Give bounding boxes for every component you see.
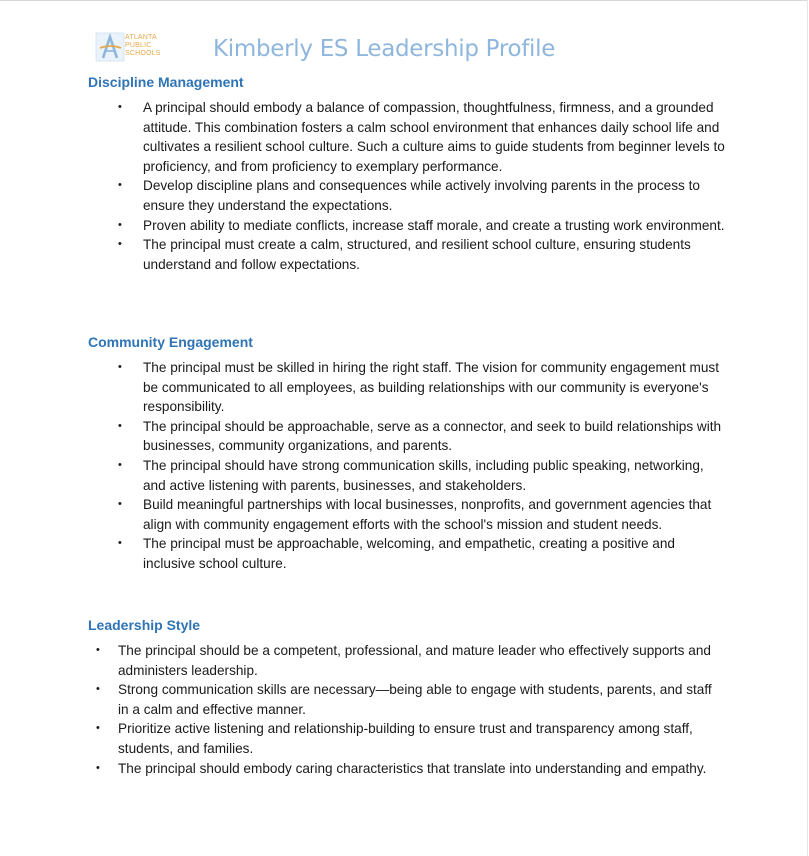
bullet-icon: • — [118, 498, 122, 511]
logo-line-1: ATLANTA — [125, 34, 157, 41]
community-engagement-list — [118, 358, 728, 574]
list-item-text: The principal must be approachable, welcoming, and empathetic, creating a positive and inclusive school culture. — [143, 536, 675, 571]
section-heading-leadership-style: Leadership Style — [88, 617, 201, 633]
list-item-text: Build meaningful partnerships with local businesses, nonprofits, and government agencies that align with community engagement efforts with the school's mission and student needs. — [143, 497, 712, 532]
logo-wordmark — [125, 34, 161, 58]
section-heading-discipline-management: Discipline Management — [88, 74, 244, 90]
list-item — [118, 176, 728, 215]
list-item-text: The principal must create a calm, structured, and resilient school culture, ensuring students understand and follow expectations. — [143, 237, 691, 272]
list-item — [118, 417, 728, 456]
bullet-icon: • — [118, 238, 122, 251]
list-item-text: Strong communication skills are necessary—being able to engage with students, parents, and staff in a calm and effective manner. — [118, 682, 712, 717]
section-heading-community-engagement: Community Engagement — [88, 334, 253, 350]
bullet-icon: • — [96, 683, 100, 696]
list-item — [118, 534, 728, 573]
list-item-text: Proven ability to mediate conflicts, increase staff morale, and create a trusting work environment. — [143, 217, 725, 233]
bullet-icon: • — [118, 101, 122, 113]
list-item-text: A principal should embody a balance of compassion, thoughtfulness, firmness, and a grounded attitude. This combination fosters a calm school environment that enhances daily school life and cultivates a resilient school culture. Such a culture aims to guide students from beginner levels to proficiency, and from proficiency to exemplary performance. — [143, 100, 725, 174]
list-item-text: Develop discipline plans and consequences while actively involving parents in the process to ensure they understand the expectations. — [143, 178, 700, 213]
document-header — [0, 0, 809, 70]
list-item-text: Prioritize active listening and relationship-building to ensure trust and transparency among staff, students, and families. — [118, 721, 693, 756]
bullet-icon: • — [118, 537, 122, 550]
bullet-icon: • — [118, 419, 122, 432]
list-item — [118, 456, 728, 495]
list-item — [96, 759, 723, 779]
list-item — [118, 495, 728, 534]
list-item — [96, 641, 723, 680]
list-item-text: The principal should be a competent, professional, and mature leader who effectively supports and administers leadership. — [118, 643, 711, 678]
list-item — [118, 98, 728, 176]
list-item — [96, 680, 723, 719]
bullet-icon: • — [118, 218, 122, 231]
bullet-icon: • — [118, 458, 122, 471]
page-right-edge — [807, 0, 808, 856]
discipline-management-list — [118, 98, 728, 274]
list-item — [96, 719, 723, 758]
logo-line-3: SCHOOLS — [125, 50, 161, 57]
leadership-style-list — [96, 641, 723, 778]
list-item — [118, 235, 728, 274]
bullet-icon: • — [96, 761, 100, 774]
bullet-icon: • — [118, 179, 122, 192]
list-item — [118, 358, 728, 417]
logo-a-icon — [95, 32, 125, 62]
atlanta-public-schools-logo-icon — [95, 32, 167, 64]
page-title: Kimberly ES Leadership Profile — [213, 36, 556, 62]
list-item-text: The principal must be skilled in hiring the right staff. The vision for community engagement must be communicated to all employees, as building relationships with our community is everyone's responsibility. — [143, 360, 719, 415]
list-item-text: The principal should be approachable, serve as a connector, and seek to build relationships with businesses, community organizations, and parents. — [143, 418, 722, 454]
bullet-icon: • — [118, 361, 122, 373]
list-item-text: The principal should have strong communication skills, including public speaking, networking, and active listening with parents, businesses, and stakeholders. — [143, 457, 704, 493]
list-item — [118, 216, 728, 236]
list-item-text: The principal should embody caring characteristics that translate into understanding and empathy. — [118, 760, 707, 776]
bullet-icon: • — [96, 722, 100, 735]
logo-line-2: PUBLIC — [125, 42, 152, 49]
bullet-icon: • — [96, 644, 100, 656]
